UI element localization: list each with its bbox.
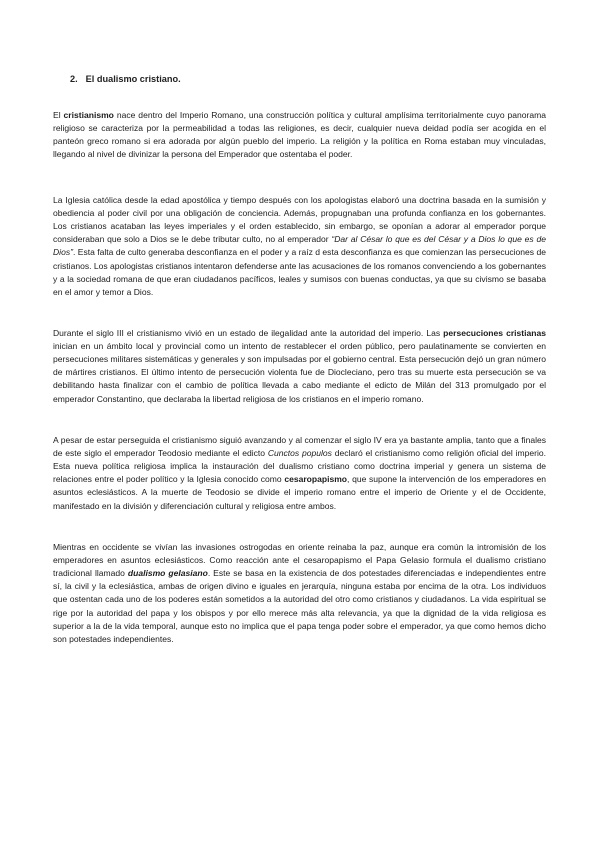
- section-title: El dualismo cristiano.: [85, 74, 181, 84]
- text: declaró el cristianismo como religión oficial del imperio. Esta nueva política religiosa implica la instauración del dualismo cristiano como doctrina imperial y genera un sistema de relaciones entre el poder político y la Iglesia conocido como: [53, 447, 546, 485]
- italic-term-cunctos-populos: Cunctos populos: [267, 447, 332, 458]
- section-number: 2.: [70, 74, 78, 84]
- paragraph-2: [53, 194, 546, 300]
- bold-term-persecuciones: persecuciones cristianas: [443, 327, 546, 338]
- text: inician en un ámbito local y provincial como un intento de restablecer el orden público, pero paulatinamente se convierten en persecuciones militares sistemáticas y generales y son impulsadas por el gobierno central. Esta persecución dejó un gran número de mártires cristianos. El último intento de persecución violenta fue de Diocleciano, pero tras su muerte esta persecución se va debilitando hasta finalizar con el cambio de política llevada a cabo mediante el edicto de Milán del 313 promulgado por el emperador Constantino, que declaraba la libertad religiosa de los cristianos en el imperio romano.: [53, 340, 546, 404]
- section-heading: [70, 74, 181, 84]
- text: Mientras en occidente se vivían las invasiones ostrogodas en oriente reinaba la paz, aunque era común la intromisión de los emperadores en asuntos eclesiásticos. Como reacción ante el cesaropapismo el Papa Gelasio formula el dualismo cristiano tradicional llamado: [53, 541, 546, 578]
- text: A pesar de estar perseguida el cristianismo siguió avanzando y al comenzar el siglo IV era ya bastante amplia, tanto que a finales de este siglo el emperador Teodosio mediante el edicto: [53, 434, 546, 458]
- paragraph-1: [53, 109, 546, 162]
- text: nace dentro del Imperio Romano, una construcción política y cultural amplísima territorialmente cuyo panorama religioso se caracteriza por la permeabilidad a todas las religiones, es decir, cualquier nueva deidad podía ser acogida en el panteón greco romano si era adorada por algún pueblo del imperio. La religión y la política en Roma estaban muy vinculadas, llegando al nivel de divinizar la persona del Emperador que ostentaba el poder.: [53, 109, 546, 160]
- text: Durante el siglo III el cristianismo vivió en un estado de ilegalidad ante la autoridad del imperio. Las: [53, 327, 444, 338]
- text: El: [53, 109, 64, 120]
- text: . Esta falta de culto generaba desconfianza en el poder y a raíz d esta desconfianza es que comienzan las persecuciones de cristianos. Los apologistas cristianos intentaron defenderse ante las acusaciones de los romanos convenciendo a los gobernantes y a la sociedad romana de que eran ciudadanos pacíficos, leales y sumisos con buenas conductas, ya que su civismo se basaba en el amor y temor a Dios.: [53, 247, 546, 297]
- paragraph-3: [53, 327, 546, 406]
- quote-italic: “Dar al César lo que es del César y a Dios lo que es de Dios”: [53, 234, 546, 258]
- text: , que supone la intervención de los emperadores en asuntos eclesiásticos. A la muerte de Teodosio se divide el imperio romano entre el imperio de Oriente y el de Occidente, manifestado en la división y diferenciación cultural y religiosa entre ambos.: [53, 474, 546, 511]
- bold-term-cesaropapismo: cesaropapismo: [284, 474, 348, 485]
- paragraph-5: [53, 541, 546, 647]
- text: . Este se basa en la existencia de dos potestades diferenciadas e independientes entre sí, la civil y la eclesiástica, ambas de origen divino e iguales en jerarquía, ninguna estaba por encima de la otra. Los individuos que ostentan cada uno de los poderes están sometidos a la autoridad del otro como cristianos y ciudadanos. La vida espiritual se rige por la autoridad del papa y los obispos y por ello merece más alta relevancia, ya que la dignidad de la vida religiosa es superior a la de la vida temporal, aunque esto no implica que el papa tenga poder sobre el emperador, ya que como hemos dicho son potestades independientes.: [53, 567, 547, 644]
- bold-term-cristianismo: cristianismo: [63, 109, 114, 120]
- paragraph-4: [53, 434, 546, 513]
- bold-italic-term-dualismo-gelasiano: dualismo gelasiano: [127, 567, 208, 578]
- text: La Iglesia católica desde la edad apostólica y tiempo después con los apologistas elaboró una doctrina basada en la sumisión y obediencia al poder civil por una obligación de conciencia. Además, propugnaban una profunda confianza en los gobernantes. Los cristianos acataban las leyes imperiales y el orden establecido, sin embargo, se oponían a adorar al emperador porque consideraban que solo a Dios se le debe tributar culto, no al emperador: [53, 194, 546, 245]
